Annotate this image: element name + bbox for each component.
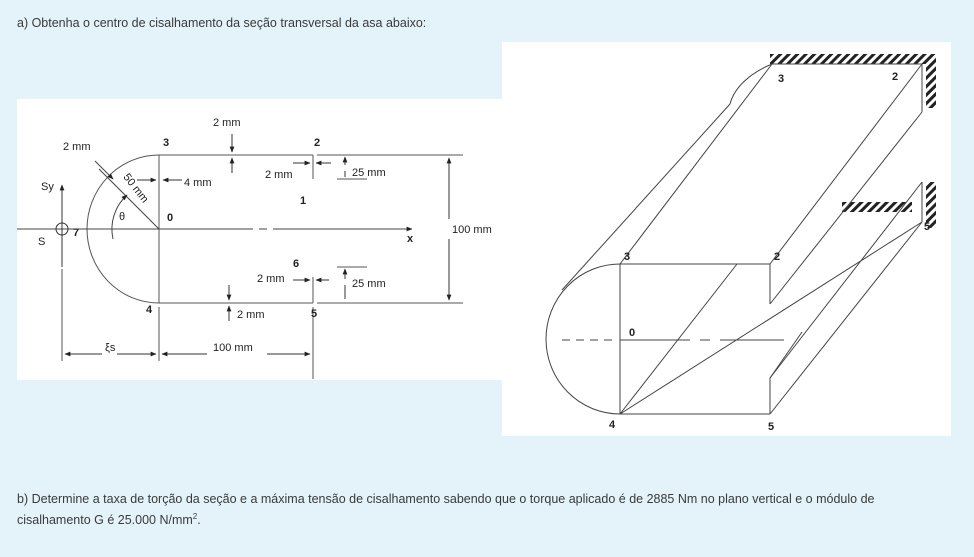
node-2: 2 [314,137,321,149]
label-theta: θ [119,211,126,223]
isometric-figure [502,42,951,436]
iso-node-2-front: 2 [774,251,781,263]
dim-bottom-thickness: 2 mm [237,309,265,321]
label-sy: Sy [41,181,54,193]
dim-bottom-stub: 25 mm [352,278,386,290]
node-3: 3 [163,137,170,149]
isometric-drawing [502,42,951,436]
iso-node-5-front: 5 [768,421,775,433]
node-5: 5 [311,308,318,320]
dim-top-thickness: 2 mm [213,117,241,129]
dim-top-stub: 25 mm [352,167,386,179]
question-b-superscript: 2 [192,512,198,521]
dim-radius: 50 mm [120,171,151,206]
wall-top [770,54,936,64]
iso-node-4: 4 [609,419,616,431]
node-0: 0 [167,212,174,224]
question-b-end: . [197,513,201,528]
node-1: 1 [300,195,307,207]
cross-section-figure [17,99,503,380]
node-4: 4 [146,304,153,316]
label-xi: ξs [105,342,116,354]
node-6: 6 [293,258,300,270]
iso-node-0: 0 [629,327,636,339]
question-b [17,490,947,529]
iso-node-2-back: 2 [892,71,899,83]
node-7: 7 [73,227,80,239]
iso-node-3-front: 3 [624,251,631,263]
dim-width: 100 mm [213,342,253,354]
wall-right-top [926,62,936,108]
label-x: x [407,233,414,245]
dim-height: 100 mm [452,224,492,236]
dim-node6-thickness: 2 mm [257,273,285,285]
label-s: S [38,236,46,248]
iso-node-3-back: 3 [778,73,785,85]
cross-section-drawing [17,99,503,380]
wall-mid [842,202,912,212]
question-b-text: b) Determine a taxa de torção da seção e a máxima tensão de cisalhamento sabendo que o torque aplicado é de 2885 Nm no plano vertical e o módulo de cisalhamento G é 25.000 N/mm [17,492,875,528]
dim-node2-thickness: 2 mm [265,169,293,181]
iso-node-5-back: 5 [924,221,931,233]
dim-nose-thickness: 2 mm [63,141,91,153]
dim-spar-thickness: 4 mm [184,177,212,189]
question-a: a) Obtenha o centro de cisalhamento da seção transversal da asa abaixo: [17,16,427,30]
